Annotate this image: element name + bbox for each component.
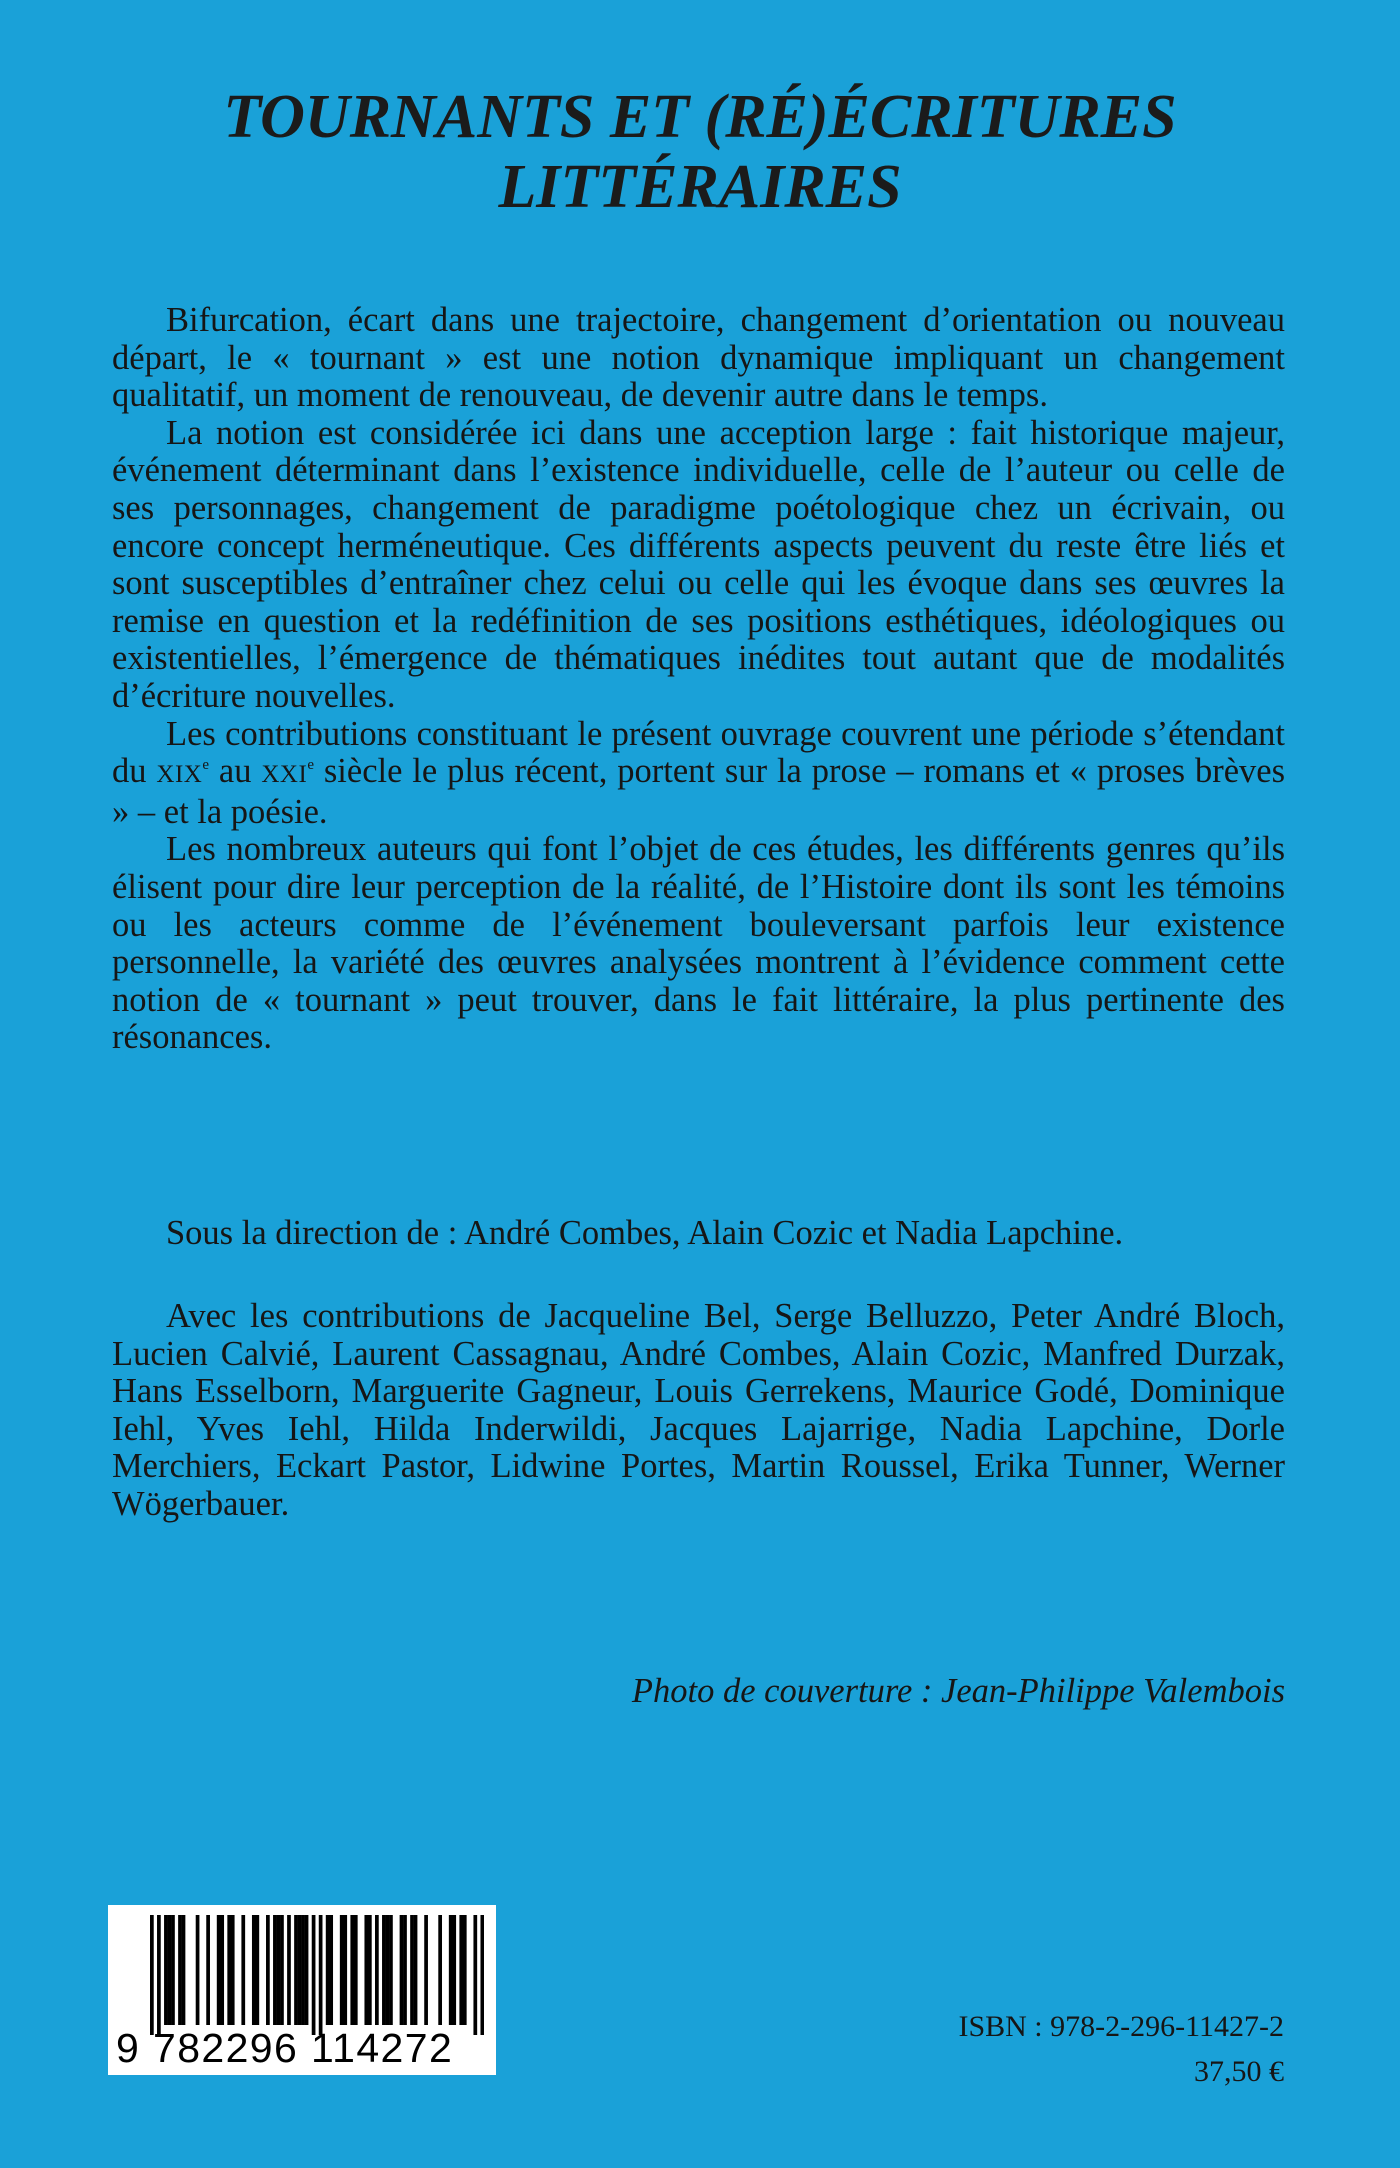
barcode-bar xyxy=(343,1915,347,2025)
book-title xyxy=(0,82,1400,222)
blurb-paragraph-4: Les nombreux auteurs qui font l’objet de ces études, les différents genres qu’ils élisent pour dire leur perception de la réalité, de l’Histoire dont ils sont les témoins ou les acteurs comme de l’événement bouleversant parfois leur existence personnelle, la variété des œuvres analysées montrent à l’évidence comment cette notion de « tournant » peut trouver, dans le fait littéraire, la plus pertinente des résonances. xyxy=(112,830,1285,1057)
barcode-bar xyxy=(241,1915,245,2025)
barcode-bar xyxy=(329,1915,333,2025)
barcode-bar xyxy=(480,1915,484,2035)
barcode-bar xyxy=(463,1915,467,2025)
barcode-bar xyxy=(298,1915,302,2025)
barcode-bar xyxy=(449,1915,453,2025)
barcode-bar xyxy=(438,1915,442,2025)
barcode-digits: 9 782296 114272 xyxy=(116,2025,454,2071)
barcode-bar xyxy=(157,1915,161,2035)
barcode-bar xyxy=(389,1915,393,2025)
barcode-bar xyxy=(294,1915,298,2025)
century-19-suffix: e xyxy=(202,757,210,774)
blurb-paragraph-2: La notion est considérée ici dans une acception large : fait historique majeur, événement déterminant dans l’existence individuelle, celle de l’auteur ou celle de ses personnages, changement de paradigme poétologique chez un écrivain, ou encore concept herméneutique. Ces différents aspects peuvent du reste être liés et sont susceptibles d’entraîner chez celui ou celle qui les évoque dans ses œuvres la remise en question et la redéfinition de ses positions esthétiques, idéologiques ou existentielles, l’émergence de thématiques inédites tout autant que de modalités d’écriture nouvelles. xyxy=(112,413,1285,715)
barcode-bar xyxy=(196,1915,200,2025)
photo-credit: Photo de couverture : Jean-Philippe Valembois xyxy=(631,1672,1285,1710)
barcode-bar xyxy=(368,1915,372,2025)
paragraph-3-part-a: Les contributions constituant le présent ouvrage couvrent une période s’étendant du xyxy=(112,714,1285,791)
barcode-bar xyxy=(206,1915,210,2025)
barcode-bar xyxy=(452,1915,456,2025)
century-21-suffix: e xyxy=(307,757,314,774)
barcode-bar xyxy=(287,1915,291,2025)
barcode-bar xyxy=(410,1915,414,2025)
contributors-paragraph: Avec les contributions de Jacqueline Bel, Serge Belluzzo, Peter André Bloch, Lucien Calvié, Laurent Cassagnau, André Combes, Alain Cozic, Manfred Durzak, Hans Esselborn, Marguerite Gagneur, Louis Gerrekens, Maurice Godé, Dominique Iehl, Yves Iehl, Hilda Inderwildi, Jacques Lajarrige, Nadia Lapchine, Dorle Merchiers, Eckart Pastor, Lidwine Portes, Martin Roussel, Erika Tunner, Werner Wögerbauer. xyxy=(112,1297,1285,1523)
barcode-bar xyxy=(168,1915,172,2025)
century-21: XXI xyxy=(261,761,308,789)
barcode-bar xyxy=(217,1915,221,2025)
barcode-bar xyxy=(386,1915,390,2025)
barcode-bar xyxy=(403,1915,407,2025)
barcode-bar xyxy=(301,1915,305,2025)
barcode-bar xyxy=(231,1915,235,2025)
barcode-bar xyxy=(414,1915,418,2025)
barcode-bar xyxy=(350,1915,354,2025)
book-title-line-2: LITTÉRAIRES xyxy=(498,153,902,221)
barcode-bar xyxy=(266,1915,270,2025)
isbn: ISBN : 978-2-296-11427-2 xyxy=(958,2010,1284,2043)
barcode-bar xyxy=(364,1915,368,2025)
barcode-bar xyxy=(171,1915,175,2025)
barcode-bar xyxy=(326,1915,330,2025)
book-title-line-1: TOURNANTS ET (RÉ)ÉCRITURES xyxy=(223,83,1177,151)
barcode xyxy=(108,1905,496,2075)
barcode-bar xyxy=(277,1915,281,2025)
barcode-bar xyxy=(220,1915,224,2025)
barcode-bar xyxy=(273,1915,277,2025)
barcode-bar xyxy=(255,1915,259,2025)
barcode-bars xyxy=(150,1915,484,2035)
barcode-bar xyxy=(382,1915,386,2025)
blurb xyxy=(112,302,1285,1057)
barcode-bar xyxy=(178,1915,182,2025)
barcode-bar xyxy=(319,1915,323,2035)
barcode-bar xyxy=(400,1915,404,2025)
barcode-bar xyxy=(280,1915,284,2025)
barcode-bar xyxy=(150,1915,154,2035)
barcode-bar xyxy=(340,1915,344,2025)
blurb-paragraph-1: Bifurcation, écart dans une trajectoire, changement d’orientation ou nouveau départ, le « tournant » est une notion dynamique impliquant un changement qualitatif, un moment de renouveau, de devenir autre dans le temps. xyxy=(112,301,1285,415)
blurb-paragraph-3 xyxy=(112,716,1285,832)
barcode-bar xyxy=(375,1915,379,2025)
paragraph-3-part-c: siècle le plus récent, portent sur la prose – romans et « proses brèves » – et la poésie. xyxy=(112,752,1286,831)
barcode-bar xyxy=(473,1915,477,2035)
barcode-bar xyxy=(305,1915,309,2025)
editors-line: Sous la direction de : André Combes, Alain Cozic et Nadia Lapchine. xyxy=(166,1214,1124,1252)
barcode-bar xyxy=(252,1915,256,2025)
paragraph-3-part-b: au xyxy=(209,752,262,791)
barcode-bar xyxy=(459,1915,463,2025)
price: 37,50 € xyxy=(1194,2055,1284,2088)
barcode-bar xyxy=(227,1915,231,2025)
barcode-bar xyxy=(182,1915,186,2025)
barcode-bar xyxy=(312,1915,316,2035)
barcode-bar xyxy=(424,1915,428,2025)
century-19: XIX xyxy=(156,761,203,789)
barcode-bar xyxy=(354,1915,358,2025)
barcode-bar xyxy=(164,1915,168,2025)
